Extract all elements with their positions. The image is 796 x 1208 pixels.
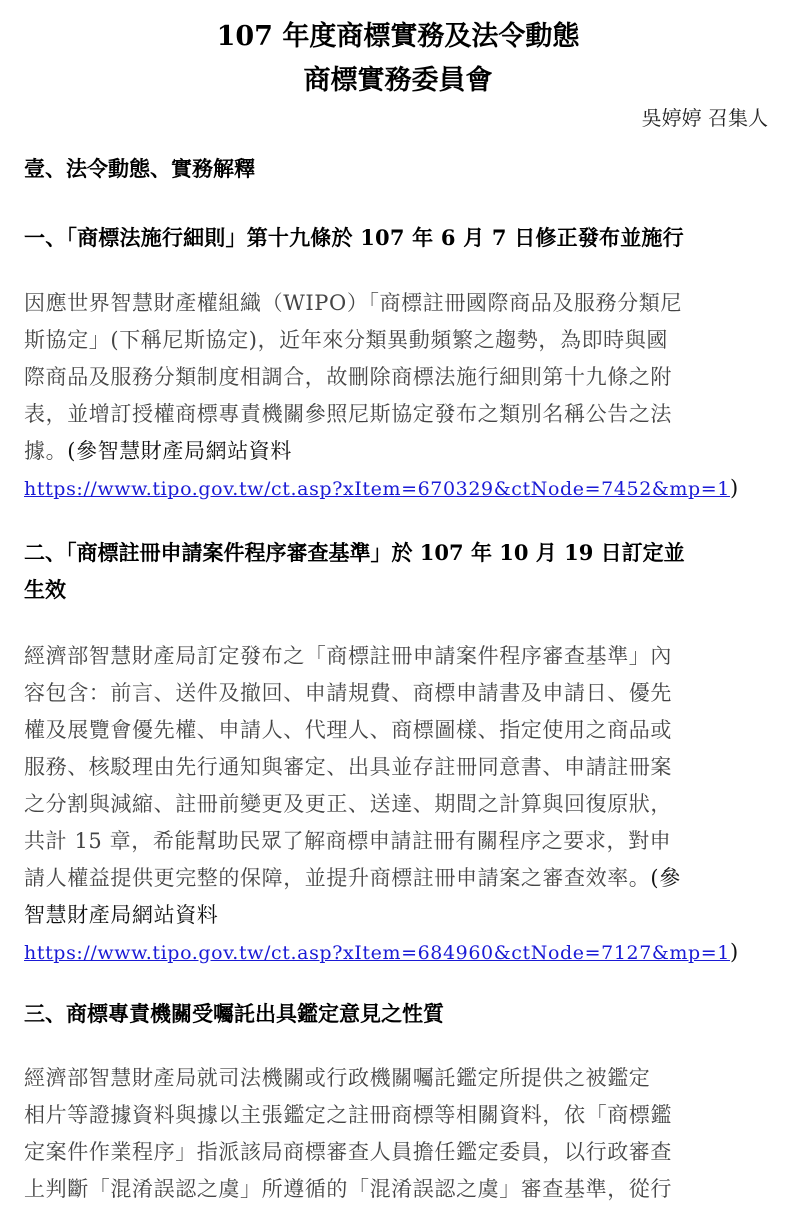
reference-label: (參 [650, 866, 681, 890]
link-line [24, 934, 776, 972]
reference-label: (參智慧財產局網站資料 [67, 439, 292, 463]
body-line: 表，並增訂授權商標專責機關參照尼斯協定發布之類別名稱公告之法 [24, 402, 672, 426]
body-line: 相片等證據資料與據以主張鑑定之註冊商標等相關資料，依「商標鑑 [24, 1103, 672, 1127]
link-line [24, 470, 776, 508]
item-1-heading: 一、「商標法施行細則」第十九條於 107 年 6 月 7 日修正發布並施行 [24, 225, 684, 250]
close-paren: ) [729, 476, 739, 500]
body-line: 之分割與減縮、註冊前變更及更正、送達、期間之計算與回復原狀， [24, 792, 672, 816]
item-3-heading: 三、商標專責機關受囑託出具鑑定意見之性質 [24, 1001, 444, 1026]
body-text: 據。 [24, 439, 68, 463]
body-line: 斯協定」(下稱尼斯協定)，近年來分類異動頻繁之趨勢，為即時與國 [24, 328, 668, 352]
body-line: 服務、核駁理由先行通知與審定、出具並存註冊同意書、申請註冊案 [24, 755, 672, 779]
body-line: 容包含：前言、送件及撤回、申請規費、商標申請書及申請日、優先 [24, 681, 672, 705]
document-subtitle: 商標實務委員會 [303, 65, 493, 96]
body-line: 因應世界智慧財產權組織（WIPO）「商標註冊國際商品及服務分類尼 [24, 291, 682, 315]
reference-label-cont: 智慧財產局網站資料 [24, 903, 219, 927]
item-2-body [24, 638, 776, 972]
body-line: 經濟部智慧財產局訂定發布之「商標註冊申請案件程序審查基準」內 [24, 644, 672, 668]
reference-link[interactable]: https://www.tipo.gov.tw/ct.asp?xItem=670329&ctNode=7452&mp=1 [24, 478, 730, 500]
section-heading: 壹、法令動態、實務解釋 [24, 156, 255, 181]
document-title: 107 年度商標實務及法令動態 [216, 21, 580, 52]
body-line: 際商品及服務分類制度相調合，故刪除商標法施行細則第十九條之附 [24, 365, 672, 389]
body-text: 請人權益提供更完整的保障，並提升商標註冊申請案之審查效率。 [24, 866, 651, 890]
body-line: 上判斷「混淆誤認之虞」所遵循的「混淆誤認之虞」審查基準，從行 [24, 1177, 672, 1201]
body-line-last [24, 433, 776, 470]
item-2-heading: 二、「商標註冊申請案件程序審查基準」於 107 年 10 月 19 日訂定並 [24, 540, 685, 565]
body-line-ref [24, 860, 776, 897]
body-line: 共計 15 章，希能幫助民眾了解商標申請註冊有關程序之要求，對申 [24, 829, 672, 853]
item-1-body [24, 285, 776, 508]
body-line: 經濟部智慧財產局就司法機關或行政機關囑託鑑定所提供之被鑑定 [24, 1066, 651, 1090]
close-paren: ) [729, 940, 739, 964]
author-name: 吳婷婷 召集人 [641, 106, 768, 130]
body-line: 權及展覽會優先權、申請人、代理人、商標圖樣、指定使用之商品或 [24, 718, 672, 742]
reference-link[interactable]: https://www.tipo.gov.tw/ct.asp?xItem=684960&ctNode=7127&mp=1 [24, 942, 730, 964]
item-2-heading-cont: 生效 [24, 577, 66, 602]
item-3-body [24, 1060, 776, 1208]
body-line: 定案件作業程序」指派該局商標審查人員擔任鑑定委員，以行政審查 [24, 1140, 672, 1164]
